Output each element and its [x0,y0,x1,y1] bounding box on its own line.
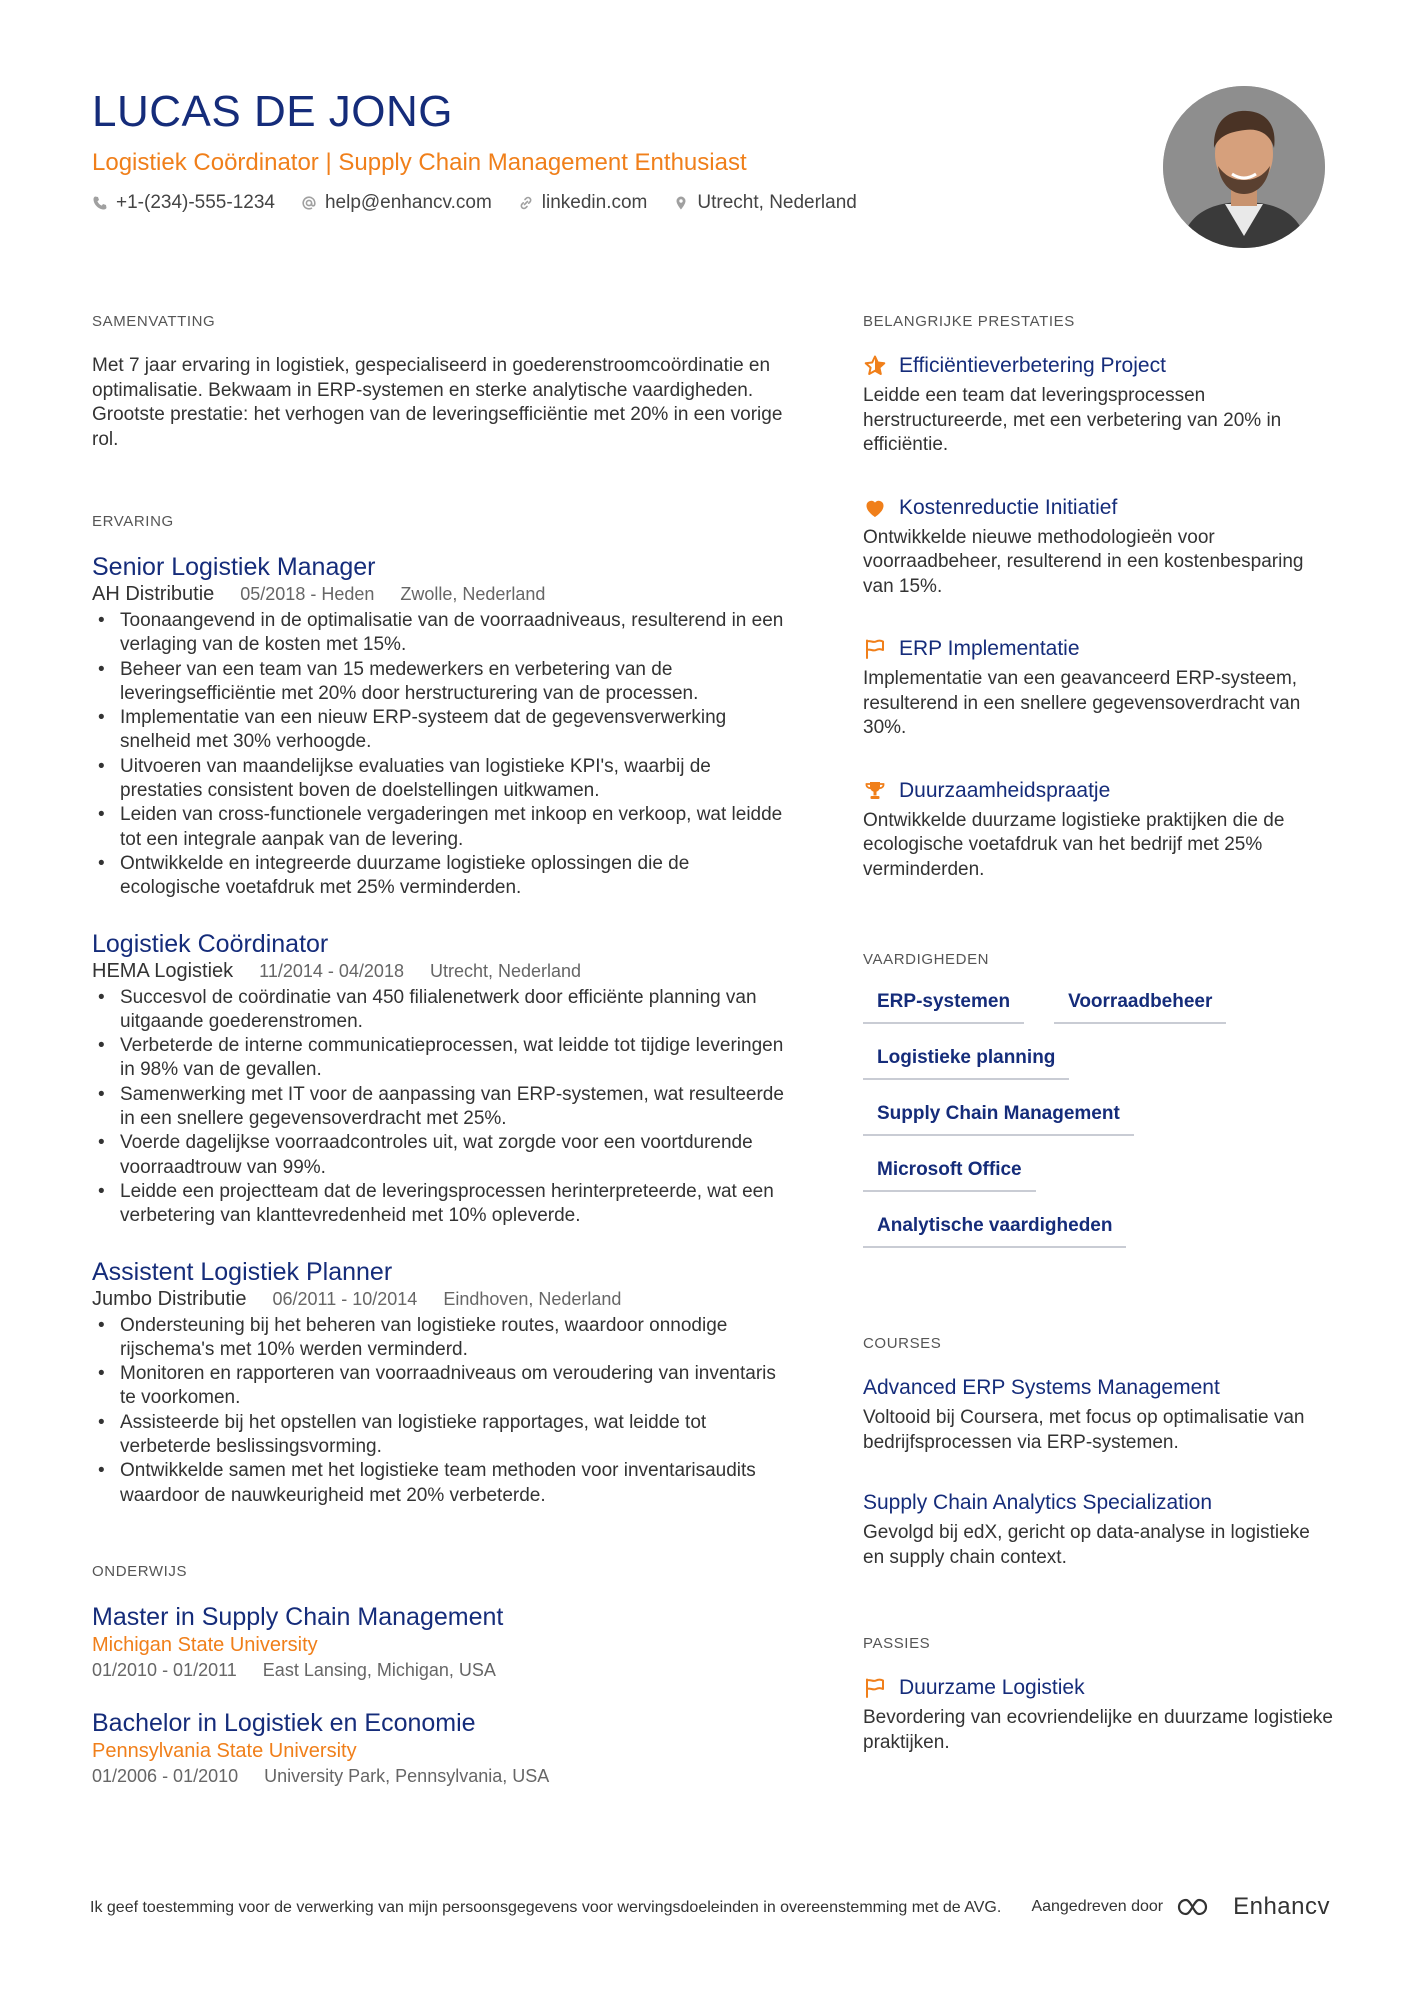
section-title-skills: VAARDIGHEDEN [863,951,990,968]
achievement-header [863,352,1333,380]
location-text: Utrecht, Nederland [697,192,857,213]
job-entry [92,929,792,1229]
job-location: Eindhoven, Nederland [443,1288,622,1309]
flag-icon [863,1676,887,1700]
skills-section [863,950,1333,1248]
school-name: Michigan State University [92,1633,318,1656]
list-item: • Assisteerde bij het opstellen van logistieke rapportages, wat leidde tot verbeterde beslissingsvorming. [92,1411,792,1460]
course-entry [863,1489,1333,1570]
contact-location [673,190,856,216]
skill-tag: Analytische vaardigheden [863,1214,1126,1248]
education-entry [92,1602,792,1682]
achievement-header [863,494,1333,522]
list-item: • Voerde dagelijkse voorraadcontroles uit, wat zorgde voor een voortdurende voorraadtrouw van 99%. [92,1131,792,1180]
achievement-entry [863,352,1333,458]
candidate-title: Logistiek Coördinator | Supply Chain Management Enthusiast [92,149,747,176]
education-meta [92,1764,792,1788]
education-dates: 01/2010 - 01/2011 [92,1659,237,1680]
contact-linkedin[interactable] [518,190,648,216]
avatar [1163,86,1325,248]
contact-phone[interactable] [92,190,275,216]
achievement-title: Duurzaamheidspraatje [899,778,1111,802]
skill-tag: Logistieke planning [863,1046,1069,1080]
job-title: Assistent Logistiek Planner [92,1257,393,1286]
list-item: • Toonaangevend in de optimalisatie van de voorraadniveaus, resulterend in een verlaging van de kosten met 15%. [92,609,792,658]
job-entry [92,552,792,901]
list-item: • Ontwikkelde en integreerde duurzame logistieke oplossingen die de ecologische voetafdruk met 25% verminderden. [92,852,792,901]
list-item: • Verbeterde de interne communicatieprocessen, wat leidde tot tijdige leveringen in 98% van de gevallen. [92,1034,792,1083]
list-item: • Uitvoeren van maandelijkse evaluaties van logistieke KPI's, waarbij de prestaties consistent boven de doelstellingen uitkwamen. [92,755,792,804]
phone-text: +1-(234)-555-1234 [116,192,275,213]
job-company: AH Distributie [92,583,215,605]
school-name: Pennsylvania State University [92,1739,357,1762]
list-item: • Leiden van cross-functionele vergaderingen met inkoop en verkoop, wat leidde tot een integrale aanpak van de levering. [92,803,792,852]
course-title: Advanced ERP Systems Management [863,1376,1220,1399]
list-item: • Succesvol de coördinatie van 450 filialenetwerk door efficiënte planning van uitgaande goederenstromen. [92,986,792,1035]
degree-title: Bachelor in Logistiek en Economie [92,1708,476,1737]
consent-text: Ik geef toestemming voor de verwerking van mijn persoonsgegevens voor wervingsdoeleinden in overeenstemming met de AVG. [90,1898,1002,1916]
job-meta [92,582,792,607]
passion-header [863,1674,1333,1702]
achievements-section [863,312,1333,882]
passions-section [863,1634,1333,1755]
job-entry [92,1257,792,1508]
experience-section [92,512,792,1508]
enhancv-logo-icon [1175,1895,1221,1919]
education-entry [92,1708,792,1788]
contact-bar [92,190,1142,216]
skill-tag: Voorraadbeheer [1054,990,1226,1024]
education-location: University Park, Pennsylvania, USA [264,1765,550,1786]
list-item: • Samenwerking met IT voor de aanpassing van ERP-systemen, wat resulteerde in een snellere gegevensoverdracht met 25%. [92,1083,792,1132]
job-dates: 05/2018 - Heden [240,584,375,604]
location-pin-icon [673,195,689,211]
contact-email[interactable] [301,190,492,216]
achievement-desc: Ontwikkelde duurzame logistieke praktijken die de ecologische voetafdruk van het bedrijf met 25% verminderden. [863,809,1285,880]
passion-desc: Bevordering van ecovriendelijke en duurzame logistieke praktijken. [863,1707,1333,1753]
resume-header [92,86,1142,216]
job-bullets [92,1314,792,1508]
courses-section [863,1334,1333,1570]
course-desc: Gevolgd bij edX, gericht op data-analyse in logistieke en supply chain context. [863,1522,1310,1568]
achievement-desc: Ontwikkelde nieuwe methodologieën voor voorraadbeheer, resulterend in een kostenbesparing van 15%. [863,526,1304,597]
job-title: Logistiek Coördinator [92,929,329,958]
trophy-icon [863,779,887,803]
job-company: HEMA Logistiek [92,959,234,982]
email-text: help@enhancv.com [324,192,492,213]
list-item: • Monitoren en rapporteren van voorraadniveaus om veroudering van inventaris te voorkomen. [92,1362,792,1411]
education-dates: 01/2006 - 01/2010 [92,1765,239,1786]
section-title-courses: COURSES [863,1335,942,1352]
section-title-education: ONDERWIJS [92,1562,188,1580]
summary-section [92,312,792,452]
linkedin-text: linkedin.com [541,192,648,213]
left-column [92,312,792,1788]
achievement-desc: Implementatie van een geavanceerd ERP-systeem, resulterend in een snellere gegevensoverdracht van 30%. [863,668,1301,738]
list-item: • Ondersteuning bij het beheren van logistieke routes, waardoor onnodige rijschema's met 10% werden verminderd. [92,1314,792,1363]
job-location: Utrecht, Nederland [429,960,582,981]
job-bullets [92,986,792,1229]
job-company: Jumbo Distributie [92,1287,247,1310]
job-meta [92,959,792,984]
list-item: • Leidde een projectteam dat de leveringsprocessen herinterpreteerde, wat een verbetering van klanttevredenheid met 10% opleverde. [92,1180,792,1229]
education-meta [92,1658,792,1682]
skill-tag: ERP-systemen [863,990,1024,1024]
candidate-name: LUCAS DE JONG [92,87,454,136]
section-title-achievements: BELANGRIJKE PRESTATIES [863,313,1075,330]
powered-by-label: Aangedreven door [1031,1898,1164,1915]
achievement-header [863,777,1333,805]
list-item: • Implementatie van een nieuw ERP-systeem dat de gegevensverwerking snelheid met 30% verhoogde. [92,706,792,755]
phone-icon [92,195,108,211]
job-dates: 06/2011 - 10/2014 [272,1288,418,1309]
course-desc: Voltooid bij Coursera, met focus op optimalisatie van bedrijfsprocessen via ERP-systemen. [863,1407,1305,1453]
flag-icon [863,637,887,661]
job-bullets [92,609,792,901]
education-location: East Lansing, Michigan, USA [262,1659,496,1680]
link-icon [518,195,534,211]
right-column [863,312,1333,1755]
skill-tag: Microsoft Office [863,1158,1036,1192]
skills-list [863,990,1283,1248]
footer [90,1893,1330,1921]
list-item: • Beheer van een team van 15 medewerkers en verbetering van de leveringsefficiëntie met 20% door herstructurering van de processen. [92,658,792,707]
section-title-experience: ERVARING [92,513,174,530]
profile-photo [1163,86,1325,248]
list-item: • Ontwikkelde samen met het logistieke team methoden voor inventarisaudits waardoor de nauwkeurigheid met 20% verbeterde. [92,1459,792,1508]
achievement-entry [863,635,1333,741]
at-icon [301,195,317,211]
achievement-desc: Leidde een team dat leveringsprocessen herstructureerde, met een verbetering van 20% in efficiëntie. [863,385,1282,455]
powered-by[interactable] [1031,1893,1330,1921]
education-section [92,1562,792,1788]
skill-tag: Supply Chain Management [863,1102,1134,1136]
achievement-title: Efficiëntieverbetering Project [899,354,1166,377]
star-icon [863,354,887,378]
course-entry [863,1374,1333,1455]
achievement-entry [863,777,1333,883]
section-title-passions: PASSIES [863,1635,931,1652]
passion-title: Duurzame Logistiek [899,1676,1085,1699]
degree-title: Master in Supply Chain Management [92,1602,504,1631]
heart-icon [863,496,887,520]
achievement-title: Kostenreductie Initiatief [899,495,1118,519]
passion-entry [863,1674,1333,1755]
course-title: Supply Chain Analytics Specialization [863,1491,1213,1514]
job-title: Senior Logistiek Manager [92,553,376,581]
job-location: Zwolle, Nederland [400,584,546,604]
achievement-header [863,635,1333,663]
achievement-entry [863,494,1333,600]
summary-text: Met 7 jaar ervaring in logistiek, gespecialiseerd in goederenstroomcoördinatie en optimalisatie. Bekwaam in ERP-systemen en sterke analytische vaardigheden. Grootste prestatie: het verhogen van de leveringsefficiëntie met 20% in een vorige rol. [92,355,783,450]
job-dates: 11/2014 - 04/2018 [259,960,404,981]
achievement-title: ERP Implementatie [899,637,1080,660]
job-meta [92,1287,792,1312]
section-title-summary: SAMENVATTING [92,313,216,330]
brand-name: Enhancv [1233,1893,1330,1920]
